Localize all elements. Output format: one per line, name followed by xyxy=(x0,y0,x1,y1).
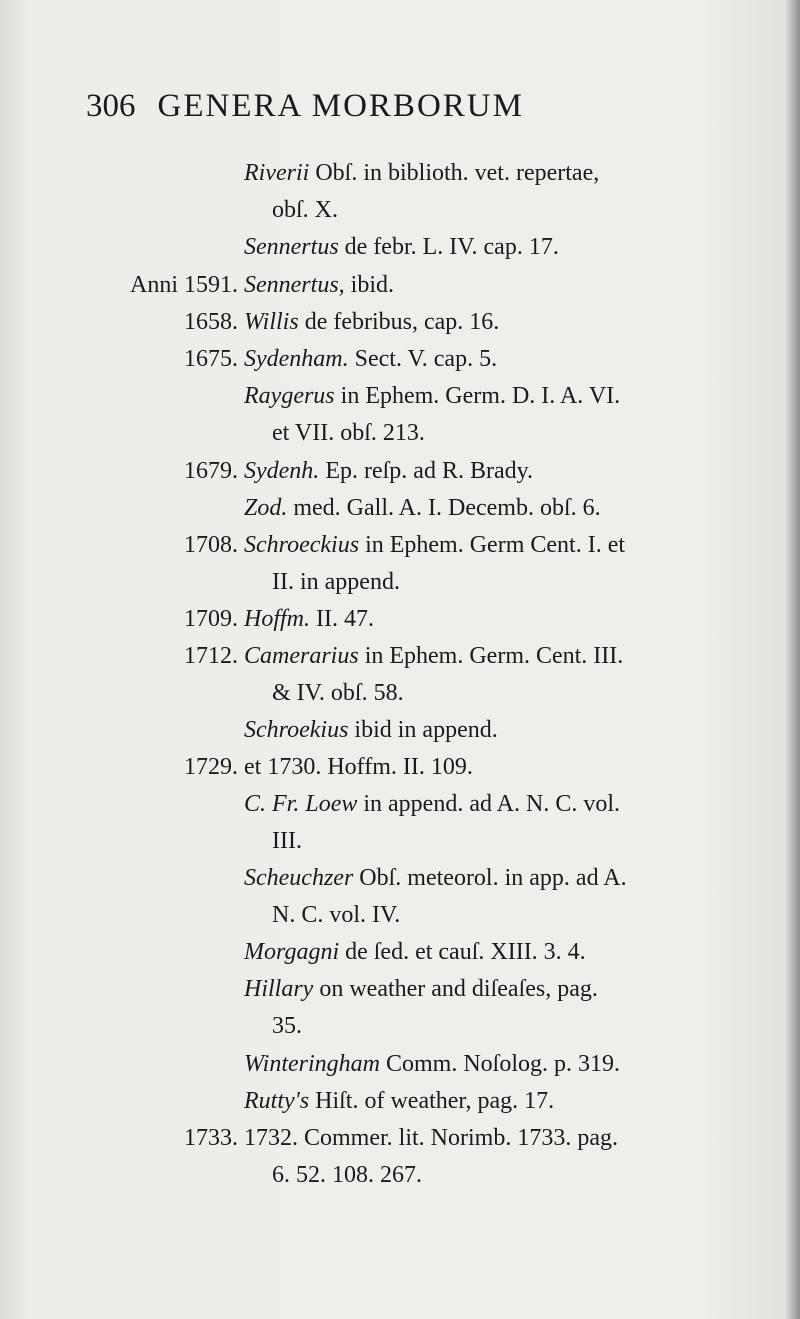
citation-line xyxy=(0,1011,800,1041)
year-label: 1729. xyxy=(184,754,238,780)
citation-text: N. C. vol. IV. xyxy=(272,902,401,928)
citation-text: & IV. obſ. 58. xyxy=(272,680,404,706)
citation-text: Raygerus in Ephem. Germ. D. I. A. VI. xyxy=(244,383,621,409)
citation-line xyxy=(0,270,800,300)
citation-text: C. Fr. Loew in append. ad A. N. C. vol. xyxy=(244,791,620,817)
year-label: 1708. xyxy=(184,532,238,558)
running-head xyxy=(86,88,524,125)
citation-line xyxy=(0,1049,800,1079)
citation-text: Schroeckius in Ephem. Germ Cent. I. et xyxy=(244,532,626,558)
citation-text: III. xyxy=(272,828,302,854)
citation-line xyxy=(0,863,800,893)
citation-text: Morgagni de ſed. et cauſ. XIII. 3. 4. xyxy=(244,939,586,965)
page-title: GENERA MORBORUM xyxy=(157,88,524,124)
citation-line xyxy=(0,381,800,411)
citation-line xyxy=(0,530,800,560)
citation-text: 6. 52. 108. 267. xyxy=(272,1162,422,1188)
citation-line xyxy=(0,678,800,708)
citation-text: Sennertus, ibid. xyxy=(244,272,394,298)
citation-line xyxy=(0,752,800,782)
year-label: 1712. xyxy=(184,643,238,669)
author-name: Scheuchzer xyxy=(244,865,354,891)
citation-line xyxy=(0,195,800,225)
citation-text: 35. xyxy=(272,1013,302,1039)
author-name: Schroekius xyxy=(244,717,349,743)
author-name: Camerarius xyxy=(244,643,359,669)
citation-line xyxy=(0,456,800,486)
citation-line xyxy=(0,900,800,930)
citation-text: Sydenh. Ep. reſp. ad R. Brady. xyxy=(244,458,534,484)
author-name: Hoffm. xyxy=(244,606,310,632)
citation-line xyxy=(0,232,800,262)
author-name: Willis xyxy=(244,309,299,335)
citation-line xyxy=(0,715,800,745)
citation-line xyxy=(0,418,800,448)
citation-text: Hoffm. II. 47. xyxy=(244,606,374,632)
author-name: Raygerus xyxy=(244,383,335,409)
author-name: Zod. xyxy=(244,495,288,521)
year-label: 1709. xyxy=(184,606,238,632)
citation-line xyxy=(0,307,800,337)
author-name: C. Fr. Loew xyxy=(244,791,358,817)
author-name: Sydenh. xyxy=(244,458,320,484)
year-label: 1658. xyxy=(184,309,238,335)
citation-line xyxy=(0,641,800,671)
citation-line xyxy=(0,158,800,188)
citation-line xyxy=(0,789,800,819)
year-label: 1733. xyxy=(184,1125,238,1151)
citation-text: Scheuchzer Obſ. meteorol. in app. ad A. xyxy=(244,865,627,891)
citation-text: Schroekius ibid in append. xyxy=(244,717,498,743)
author-name: Hillary xyxy=(244,976,314,1002)
citation-text: Camerarius in Ephem. Germ. Cent. III. xyxy=(244,643,624,669)
citation-text: Sydenham. Sect. V. cap. 5. xyxy=(244,346,498,372)
citation-text: Zod. med. Gall. A. I. Decemb. obſ. 6. xyxy=(244,495,601,521)
author-name: Sennertus xyxy=(244,234,339,260)
citation-text: et VII. obſ. 213. xyxy=(272,420,425,446)
citation-text: Riverii Obſ. in biblioth. vet. repertae, xyxy=(244,160,600,186)
citation-text: Sennertus de febr. L. IV. cap. 17. xyxy=(244,234,559,260)
author-name: Morgagni xyxy=(244,939,340,965)
author-name: Riverii xyxy=(244,160,310,186)
citation-line xyxy=(0,493,800,523)
author-name: Rutty's xyxy=(244,1088,310,1114)
citation-text: et 1730. Hoffm. II. 109. xyxy=(244,754,473,780)
citation-text: Hillary on weather and diſeaſes, pag. xyxy=(244,976,598,1002)
author-name: Sennertus, xyxy=(244,272,345,298)
citation-line xyxy=(0,937,800,967)
citation-line xyxy=(0,344,800,374)
page-number: 306 xyxy=(86,88,136,124)
year-label: 1679. xyxy=(184,458,238,484)
citation-line xyxy=(0,1123,800,1153)
citation-text: II. in append. xyxy=(272,569,400,595)
year-label: Anni 1591. xyxy=(130,272,238,298)
citation-text: obſ. X. xyxy=(272,197,338,223)
citation-line xyxy=(0,826,800,856)
citation-text: Willis de febribus, cap. 16. xyxy=(244,309,500,335)
year-label: 1675. xyxy=(184,346,238,372)
author-name: Sydenham. xyxy=(244,346,349,372)
author-name: Schroeckius xyxy=(244,532,360,558)
citation-line xyxy=(0,604,800,634)
author-name: Winteringham xyxy=(244,1051,380,1077)
citation-line xyxy=(0,974,800,1004)
citation-text: 1732. Commer. lit. Norimb. 1733. pag. xyxy=(244,1125,618,1151)
citation-line xyxy=(0,1160,800,1190)
citation-text: Winteringham Comm. Noſolog. p. 319. xyxy=(244,1051,621,1077)
citation-line xyxy=(0,567,800,597)
citation-text: Rutty's Hiſt. of weather, pag. 17. xyxy=(244,1088,555,1114)
citation-line xyxy=(0,1086,800,1116)
